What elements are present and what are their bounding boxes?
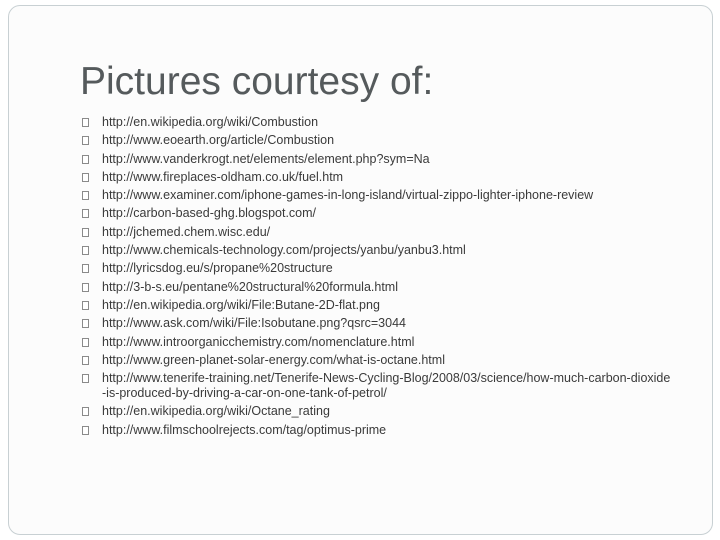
square-bullet-icon <box>82 155 89 164</box>
square-bullet-icon <box>82 173 89 182</box>
source-links-list <box>82 115 672 438</box>
square-bullet-icon <box>82 228 89 237</box>
source-link[interactable]: http://www.fireplaces-oldham.co.uk/fuel.htm <box>102 169 344 184</box>
square-bullet-icon <box>82 407 89 416</box>
list-item <box>82 404 672 419</box>
square-bullet-icon <box>82 374 89 383</box>
source-link[interactable]: http://www.green-planet-solar-energy.com/what-is-octane.html <box>102 352 445 367</box>
source-link[interactable]: http://www.introorganicchemistry.com/nomenclature.html <box>102 334 415 349</box>
list-item <box>82 152 672 167</box>
square-bullet-icon <box>82 283 89 292</box>
source-link[interactable]: http://www.ask.com/wiki/File:Isobutane.png?qsrc=3044 <box>102 316 406 331</box>
square-bullet-icon <box>82 264 89 273</box>
source-link[interactable]: http://www.tenerife-training.net/Tenerife-News-Cycling-Blog/2008/03/science/how-much-carbon-dioxide-is-produced-by-driving-a-car-on-one-tank-of-petrol/ <box>102 371 671 401</box>
list-item <box>82 371 672 401</box>
list-item <box>82 170 672 185</box>
list-item <box>82 353 672 368</box>
list-item <box>82 261 672 276</box>
list-item <box>82 206 672 221</box>
source-link[interactable]: http://www.vanderkrogt.net/elements/element.php?sym=Na <box>102 151 430 166</box>
square-bullet-icon <box>82 356 89 365</box>
source-link[interactable]: http://www.examiner.com/iphone-games-in-long-island/virtual-zippo-lighter-iphone-review <box>102 188 594 203</box>
source-link[interactable]: http://en.wikipedia.org/wiki/Combustion <box>102 115 319 129</box>
list-item <box>82 188 672 203</box>
list-item <box>82 225 672 240</box>
source-link[interactable]: http://carbon-based-ghg.blogspot.com/ <box>102 206 317 221</box>
source-link[interactable]: http://3-b-s.eu/pentane%20structural%20formula.html <box>102 279 398 294</box>
square-bullet-icon <box>82 136 89 145</box>
square-bullet-icon <box>82 246 89 255</box>
list-item <box>82 316 672 331</box>
list-item <box>82 335 672 350</box>
source-link[interactable]: http://www.filmschoolrejects.com/tag/optimus-prime <box>102 422 387 437</box>
square-bullet-icon <box>82 301 89 310</box>
source-link[interactable]: http://www.chemicals-technology.com/projects/yanbu/yanbu3.html <box>102 243 466 258</box>
square-bullet-icon <box>82 426 89 435</box>
square-bullet-icon <box>82 118 89 127</box>
source-link[interactable]: http://www.eoearth.org/article/Combustion <box>102 133 335 148</box>
slide-title: Pictures courtesy of: <box>80 60 434 103</box>
list-item <box>82 280 672 295</box>
source-link[interactable]: http://en.wikipedia.org/wiki/Octane_rating <box>102 404 330 419</box>
source-link[interactable]: http://en.wikipedia.org/wiki/File:Butane-2D-flat.png <box>102 297 380 312</box>
source-link[interactable]: http://jchemed.chem.wisc.edu/ <box>102 224 271 239</box>
square-bullet-icon <box>82 338 89 347</box>
list-item <box>82 298 672 313</box>
list-item <box>82 133 672 148</box>
list-item <box>82 243 672 258</box>
square-bullet-icon <box>82 209 89 218</box>
list-item <box>82 423 672 438</box>
list-item <box>82 115 672 130</box>
square-bullet-icon <box>82 191 89 200</box>
source-link[interactable]: http://lyricsdog.eu/s/propane%20structure <box>102 261 333 276</box>
square-bullet-icon <box>82 319 89 328</box>
